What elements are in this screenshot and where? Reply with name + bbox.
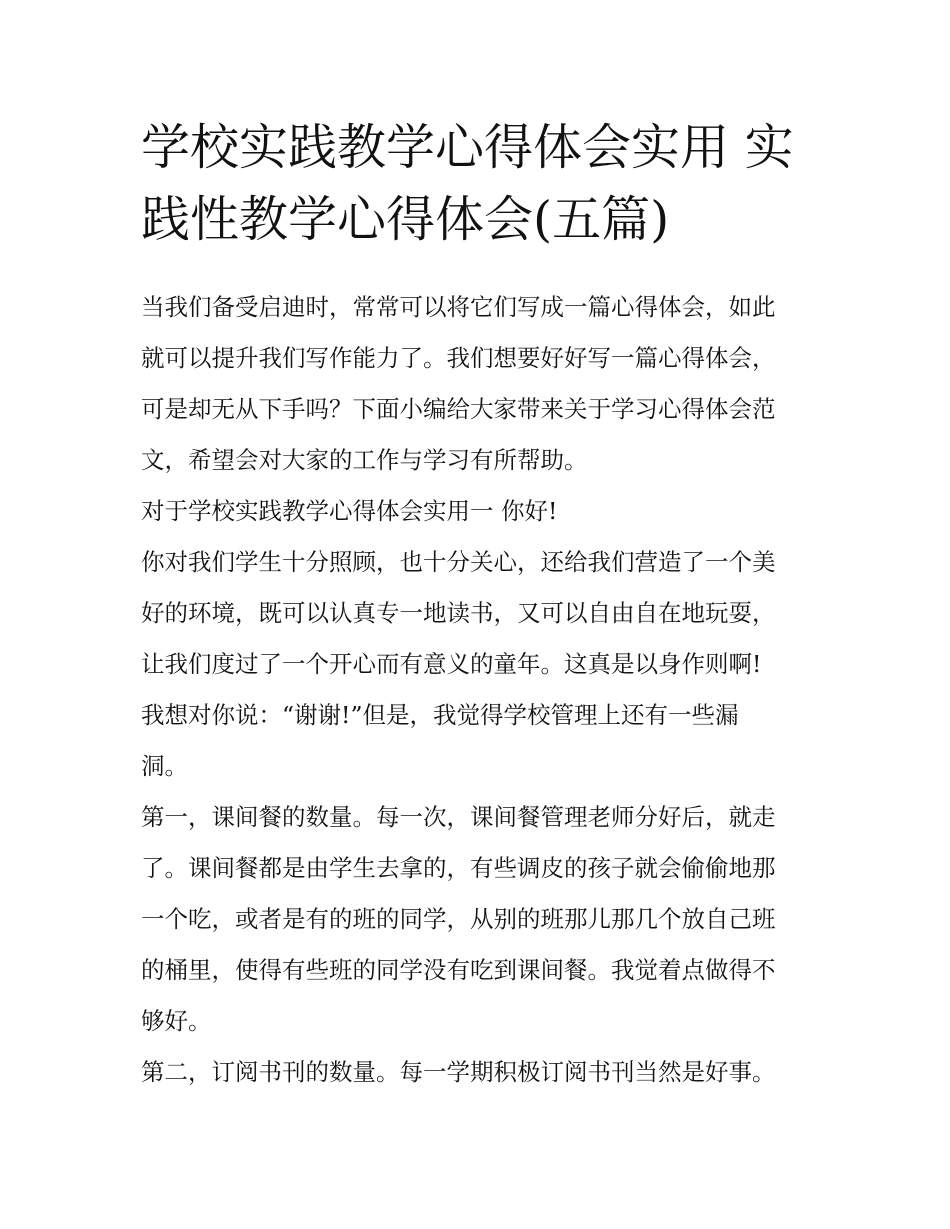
text-line: 当我们备受启迪时，常常可以将它们写成一篇心得体会，如此 (141, 293, 776, 321)
text-line: 第一，课间餐的数量。每一次，课间餐管理老师分好后，就走 (141, 803, 776, 831)
text-line: 一个吃，或者是有的班的同学，从别的班那儿那几个放自己班 (141, 905, 776, 933)
text-line: 就可以提升我们写作能力了。我们想要好好写一篇心得体会， (141, 344, 776, 372)
document-page (141, 112, 821, 1098)
text-line: 够好。 (141, 1007, 212, 1035)
text-line: 的桶里，使得有些班的同学没有吃到课间餐。我觉着点做得不 (141, 956, 776, 984)
intro-paragraph (141, 282, 821, 486)
text-line: 我想对你说：“谢谢!”但是，我觉得学校管理上还有一些漏 (141, 701, 739, 729)
text-line: 你对我们学生十分照顾，也十分关心，还给我们营造了一个美 (141, 548, 776, 576)
text-line: 可是却无从下手吗？下面小编给大家带来关于学习心得体会范 (141, 395, 776, 423)
title-line: 学校实践教学心得体会实用 实 (141, 119, 794, 176)
text-line: 了。课间餐都是由学生去拿的，有些调皮的孩子就会偷偷地那 (141, 854, 776, 882)
document-title (141, 112, 821, 256)
document-body (141, 282, 821, 1098)
text-line: 文，希望会对大家的工作与学习有所帮助。 (141, 446, 588, 474)
text-line: 洞。 (141, 752, 188, 780)
body-paragraph (141, 792, 821, 1047)
body-paragraph (141, 1047, 821, 1098)
body-paragraph (141, 537, 821, 690)
title-line: 践性教学心得体会(五篇) (141, 191, 670, 248)
text-line: 让我们度过了一个开心而有意义的童年。这真是以身作则啊! (141, 650, 762, 678)
text-line: 对于学校实践教学心得体会实用一 你好! (141, 497, 558, 525)
text-line: 第二，订阅书刊的数量。每一学期积极订阅书刊当然是好事。 (141, 1058, 776, 1086)
body-paragraph (141, 690, 821, 792)
section-heading (141, 486, 821, 537)
text-line: 好的环境，既可以认真专一地读书，又可以自由自在地玩耍， (141, 599, 776, 627)
